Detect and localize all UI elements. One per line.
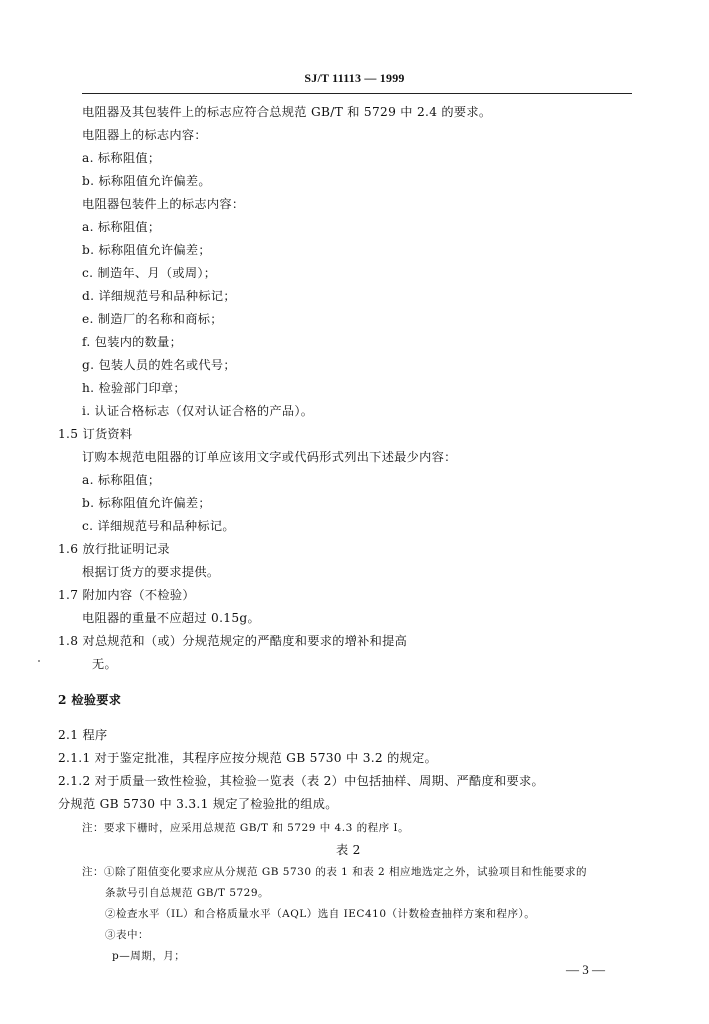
scan-speck: [38, 660, 40, 662]
standard-code-header: SJ/T 11113 — 1999: [304, 71, 405, 85]
text-line: 电阻器包装件上的标志内容：: [82, 197, 245, 211]
text-line: c. 制造年、月（或周）；: [82, 266, 217, 280]
text-line: 表 2: [336, 843, 361, 857]
text-line: p—周期，月；: [112, 950, 186, 962]
text-line: 订购本规范电阻器的订单应该用文字或代码形式列出下述最少内容：: [82, 450, 457, 464]
text-line: 2.1.1 对于鉴定批准，其程序应按分规范 GB 5730 中 3.2 的规定。: [58, 751, 438, 765]
text-line: b. 标称阻值允许偏差；: [82, 243, 211, 257]
text-line: 分规范 GB 5730 中 3.3.1 规定了检验批的组成。: [58, 797, 338, 811]
text-line: 1.5 订货资料: [58, 427, 133, 441]
text-line: 1.7 附加内容（不检验）: [58, 588, 195, 602]
header-rule: [82, 93, 632, 94]
text-line: 1.8 对总规范和（或）分规范规定的严酷度和要求的增补和提高: [58, 634, 408, 648]
text-line: e. 制造厂的名称和商标；: [82, 312, 223, 326]
text-line: g. 包装人员的姓名或代号；: [82, 358, 236, 372]
text-line: ②检查水平（IL）和合格质量水平（AQL）选自 IEC410（计数检查抽样方案和程序）。: [105, 908, 536, 920]
text-line: 注：①除了阻值变化要求应从分规范 GB 5730 的表 1 和表 2 相应地选定之外，试验项目和性能要求的: [82, 866, 588, 878]
page-number: — 3 —: [566, 962, 605, 977]
text-line: 电阻器上的标志内容：: [82, 128, 207, 142]
text-line: d. 详细规范号和品种标记；: [82, 289, 236, 303]
text-line: 1.6 放行批证明记录: [58, 542, 170, 556]
text-line: b. 标称阻值允许偏差。: [82, 174, 211, 188]
text-line: ③表中：: [105, 929, 149, 941]
text-line: a. 标称阻值；: [82, 151, 161, 165]
text-line: f. 包装内的数量；: [82, 335, 183, 349]
text-line: 注：要求下栅时，应采用总规范 GB/T 和 5729 中 4.3 的程序 Ⅰ。: [82, 822, 410, 834]
text-line: 2.1 程序: [58, 728, 108, 742]
text-line: c. 详细规范号和品种标记。: [82, 519, 235, 533]
text-line: b. 标称阻值允许偏差；: [82, 496, 211, 510]
text-line: h. 检验部门印章；: [82, 381, 186, 395]
text-line: 电阻器的重量不应超过 0.15g。: [82, 611, 260, 625]
text-line: 根据订货方的要求提供。: [82, 565, 220, 579]
text-line: 2.1.2 对于质量一致性检验，其检验一览表（表 2）中包括抽样、周期、严酷度和要求。: [58, 774, 544, 788]
text-line: 电阻器及其包装件上的标志应符合总规范 GB/T 和 5729 中 2.4 的要求。: [82, 105, 492, 119]
text-line: i. 认证合格标志（仅对认证合格的产品）。: [82, 404, 314, 418]
text-line: a. 标称阻值；: [82, 220, 161, 234]
text-line: a. 标称阻值；: [82, 473, 161, 487]
text-line: 条款号引自总规范 GB/T 5729。: [105, 887, 270, 899]
text-line: 2 检验要求: [58, 693, 122, 707]
text-line: 无。: [92, 657, 117, 671]
